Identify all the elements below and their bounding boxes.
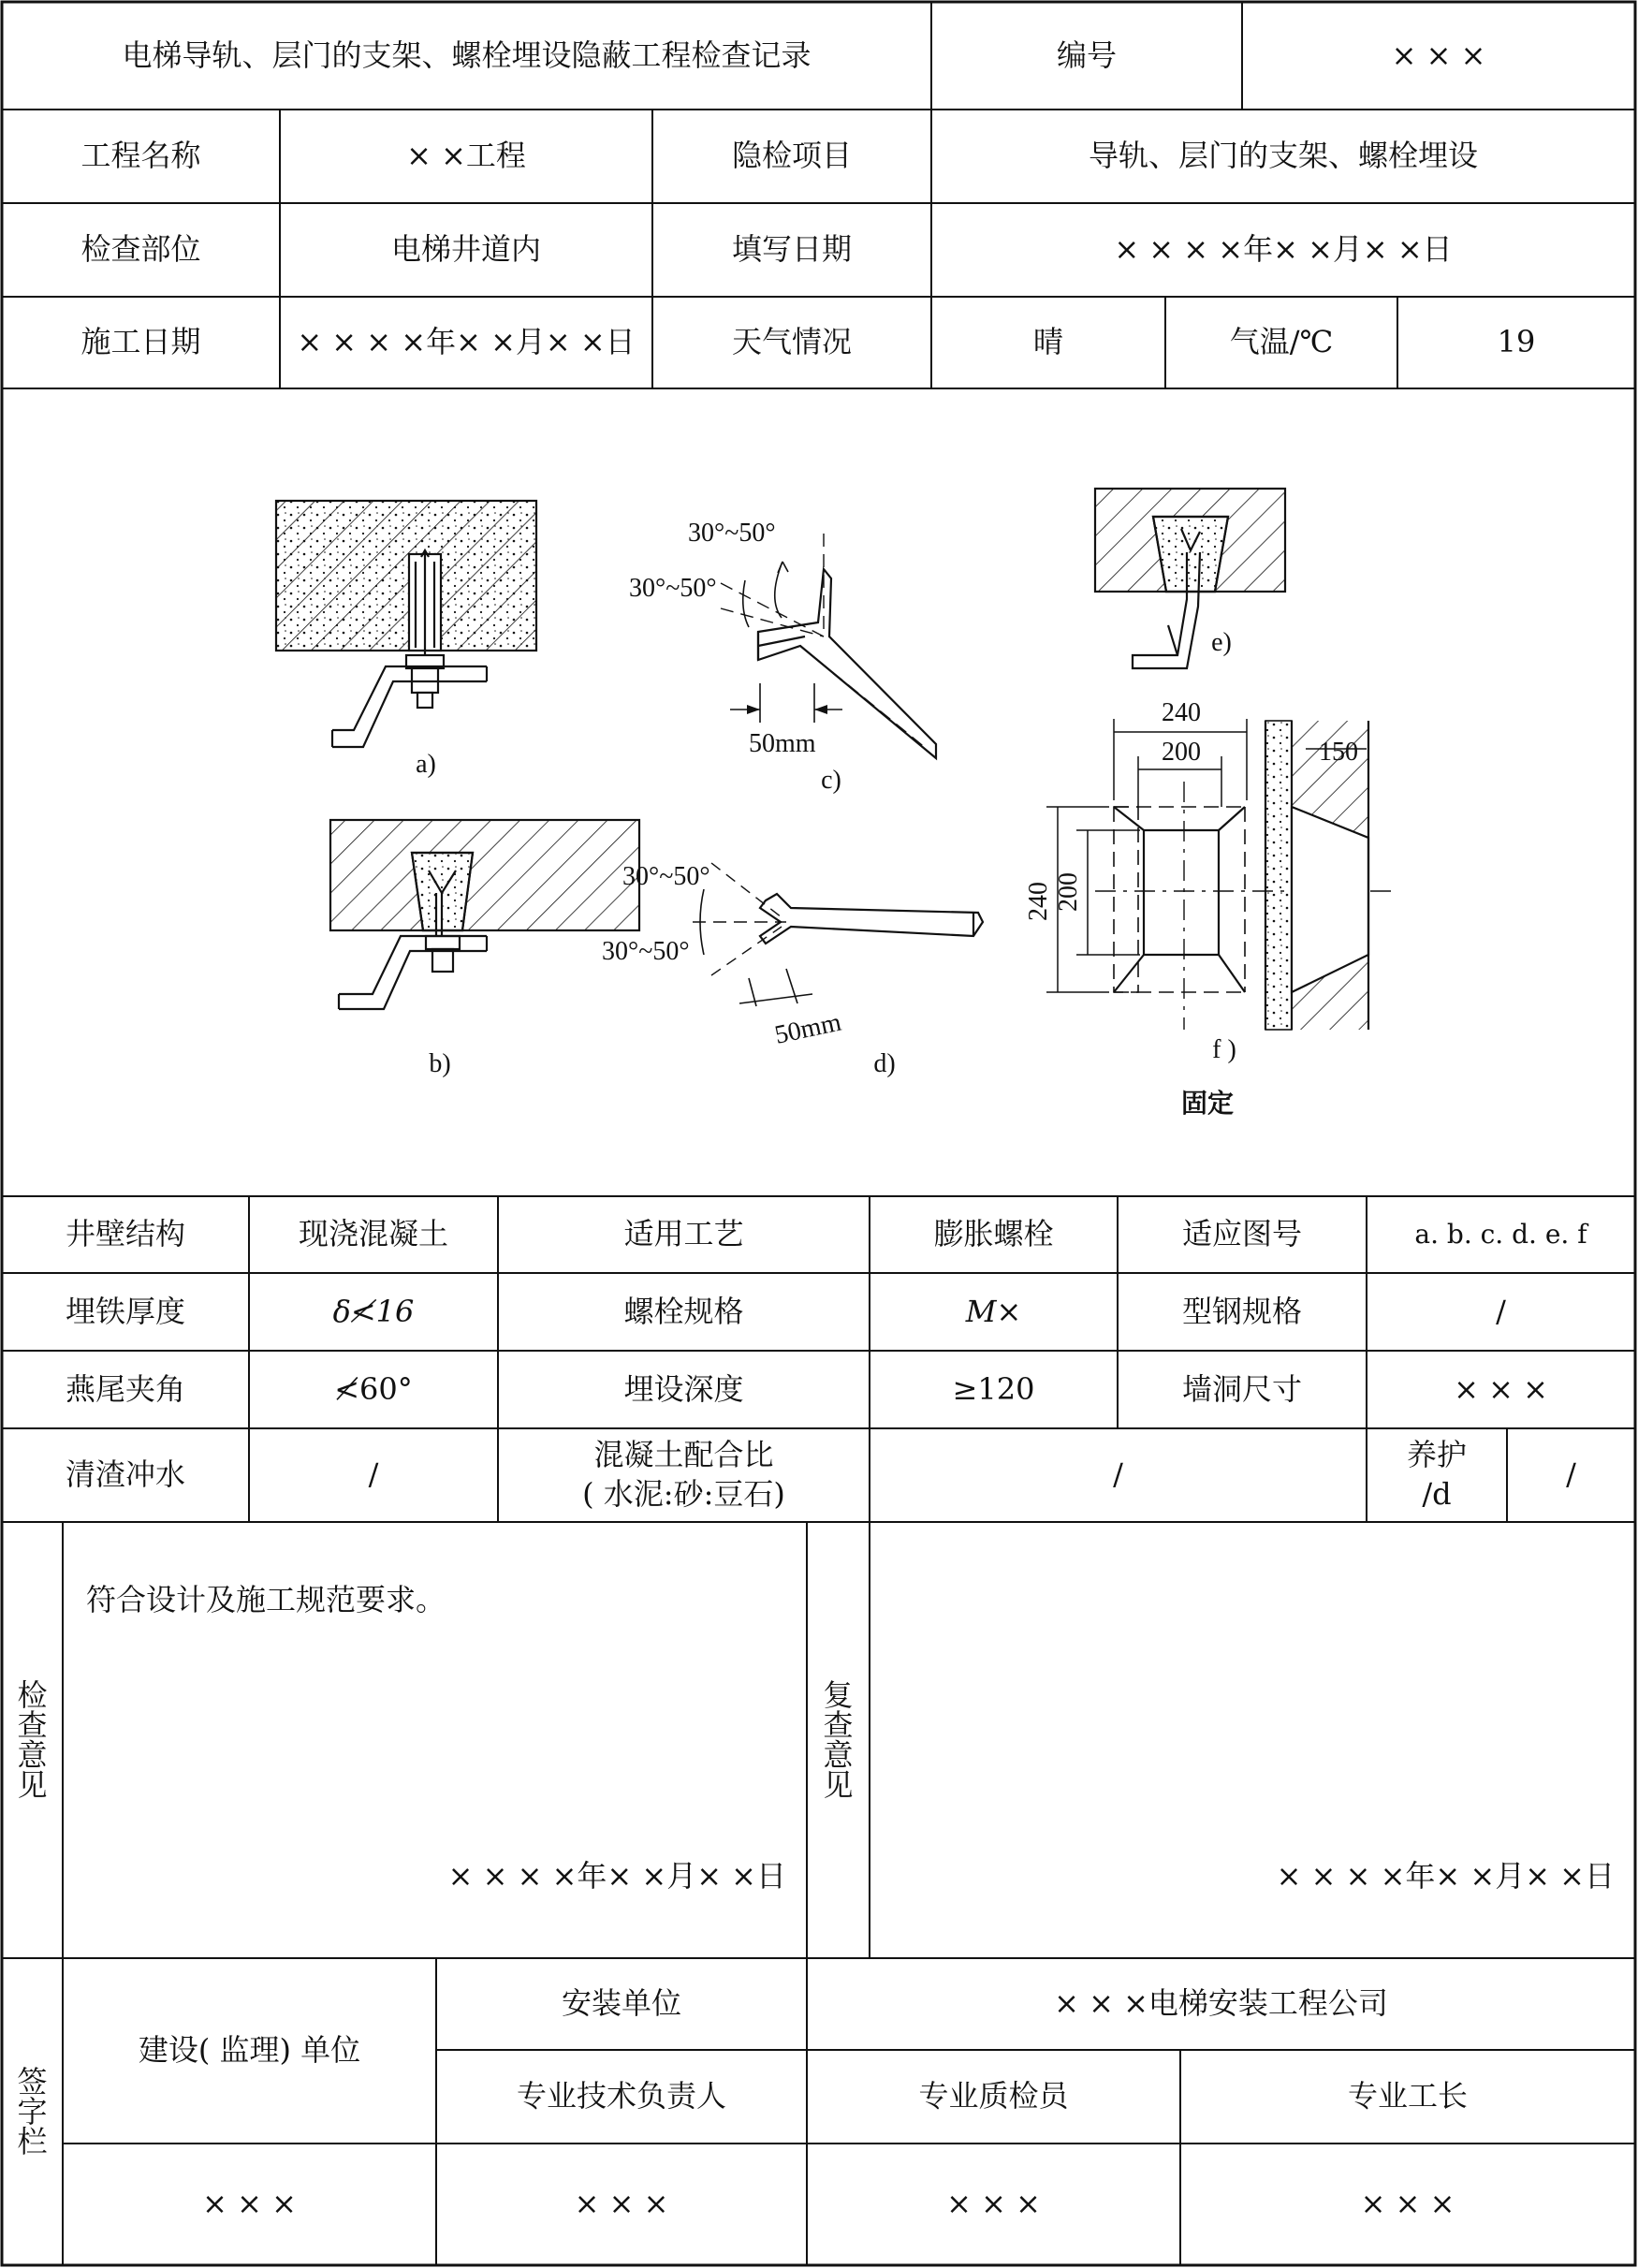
weather-value: 晴 (1032, 324, 1063, 360)
embed-thickness-value: δ≮16 (332, 1293, 415, 1329)
figure-a-label: a) (416, 750, 436, 779)
foreman-label: 专业工长 (1347, 2078, 1468, 2114)
figure-a-expansion-bolt (276, 501, 536, 747)
embed-depth-value: ≥120 (952, 1370, 1035, 1407)
location-label: 检查部位 (80, 231, 201, 268)
foreman-signature: × × × (1360, 2186, 1455, 2222)
hidden-item-value: 导轨、层门的支架、螺栓埋设 (1088, 138, 1478, 174)
figure-c-angle-mid: 30°~50° (629, 574, 717, 603)
figure-d-forked-bracket (693, 863, 983, 1006)
figure-b-dovetail-bolt (330, 820, 639, 1009)
location-value: 电梯井道内 (390, 231, 541, 268)
curing-label-line1: 养护 (1406, 1437, 1467, 1473)
wall-structure-value: 现浇混凝土 (298, 1216, 448, 1252)
temperature-value: 19 (1497, 324, 1536, 360)
mix-ratio-label (498, 1428, 870, 1522)
bolt-spec-value: M× (965, 1293, 1022, 1329)
hole-size-value: × × × (1454, 1370, 1548, 1407)
curing-label-line2: /d (1422, 1476, 1452, 1512)
mix-ratio-label-line2: ( 水泥:砂:豆石) (582, 1476, 785, 1512)
figure-e-label: e) (1211, 628, 1232, 657)
inspection-opinion-text: 符合设计及施工规范要求。 (86, 1582, 446, 1618)
mix-ratio-label-line1: 混凝土配合比 (593, 1437, 774, 1473)
construction-date-label: 施工日期 (80, 324, 201, 360)
tech-lead-label: 专业技术负责人 (516, 2078, 726, 2114)
figure-c-angle-top: 30°~50° (688, 519, 776, 548)
figure-f-dim-240-top: 240 (1162, 698, 1201, 727)
review-date: × × × ×年× ×月× ×日 (1276, 1858, 1615, 1895)
curing-value: / (1566, 1456, 1576, 1493)
installer-value: × × ×电梯安装工程公司 (1054, 1985, 1388, 2022)
embed-thickness-label: 埋铁厚度 (65, 1293, 185, 1329)
embed-depth-label: 埋设深度 (623, 1370, 744, 1407)
hole-size-label: 墙洞尺寸 (1181, 1370, 1302, 1407)
figure-f-dim-240-side: 240 (1024, 882, 1053, 921)
figure-f-label: f ) (1212, 1035, 1236, 1064)
owner-supervisor-label: 建设( 监理) 单位 (138, 2032, 361, 2069)
installer-label: 安装单位 (561, 1985, 681, 2022)
temperature-label: 气温/℃ (1229, 324, 1334, 360)
bracket-fixing-diagram (0, 391, 1638, 1196)
dovetail-angle-label: 燕尾夹角 (65, 1370, 185, 1407)
figure-f-dim-150: 150 (1319, 738, 1358, 767)
figure-c-length: 50mm (749, 729, 816, 758)
figure-d-angle-bottom: 30°~50° (602, 937, 690, 966)
curing-label (1367, 1428, 1507, 1522)
figure-c-label: c) (821, 766, 841, 795)
figure-caption: 固定 (1180, 1088, 1235, 1119)
bolt-spec-label: 螺栓规格 (623, 1293, 744, 1329)
figure-no-value: a. b. c. d. e. f (1414, 1218, 1587, 1250)
project-name-label: 工程名称 (80, 138, 201, 174)
inspection-opinion-label: 检 查 意 见 (17, 1677, 48, 1803)
mix-ratio-value: / (1113, 1456, 1123, 1493)
project-name-value: × ×工程 (406, 138, 526, 174)
figure-d-angle-top: 30°~50° (622, 862, 710, 891)
figure-e-embedded-hook (1095, 489, 1285, 668)
flush-value: / (368, 1456, 379, 1493)
tech-lead-signature: × × × (574, 2186, 669, 2222)
fill-date-value: × × × ×年× ×月× ×日 (1114, 231, 1453, 268)
dovetail-angle-value: ≮60° (334, 1370, 413, 1407)
figure-d-length: 50mm (772, 1007, 844, 1050)
number-label: 编号 (1056, 37, 1117, 73)
fill-date-label: 填写日期 (731, 231, 852, 268)
record-title: 电梯导轨、层门的支架、螺栓埋设隐蔽工程检查记录 (122, 37, 812, 73)
process-value: 膨胀螺栓 (933, 1216, 1054, 1252)
figure-f-dim-200-side: 200 (1054, 872, 1083, 912)
signature-label: 签 字 栏 (17, 2064, 48, 2159)
weather-label: 天气情况 (731, 324, 852, 360)
figure-no-label: 适应图号 (1181, 1216, 1302, 1252)
steel-spec-label: 型钢规格 (1181, 1293, 1302, 1329)
owner-signature: × × × (202, 2186, 297, 2222)
steel-spec-value: / (1496, 1293, 1506, 1329)
qc-inspector-signature: × × × (946, 2186, 1041, 2222)
inspection-date: × × × ×年× ×月× ×日 (447, 1858, 786, 1895)
construction-date-value: × × × ×年× ×月× ×日 (297, 324, 636, 360)
figure-b-label: b) (429, 1049, 451, 1078)
flush-label: 清渣冲水 (65, 1456, 185, 1493)
number-value: × × × (1391, 37, 1486, 73)
figure-c-angle-bracket (721, 534, 936, 758)
process-label: 适用工艺 (623, 1216, 744, 1252)
wall-structure-label: 井壁结构 (65, 1216, 185, 1252)
hidden-item-label: 隐检项目 (731, 138, 852, 174)
review-opinion-label: 复 查 意 见 (823, 1677, 854, 1803)
qc-inspector-label: 专业质检员 (918, 2078, 1069, 2114)
figure-f-dim-200-top: 200 (1162, 738, 1201, 767)
figure-d-label: d) (873, 1049, 896, 1078)
